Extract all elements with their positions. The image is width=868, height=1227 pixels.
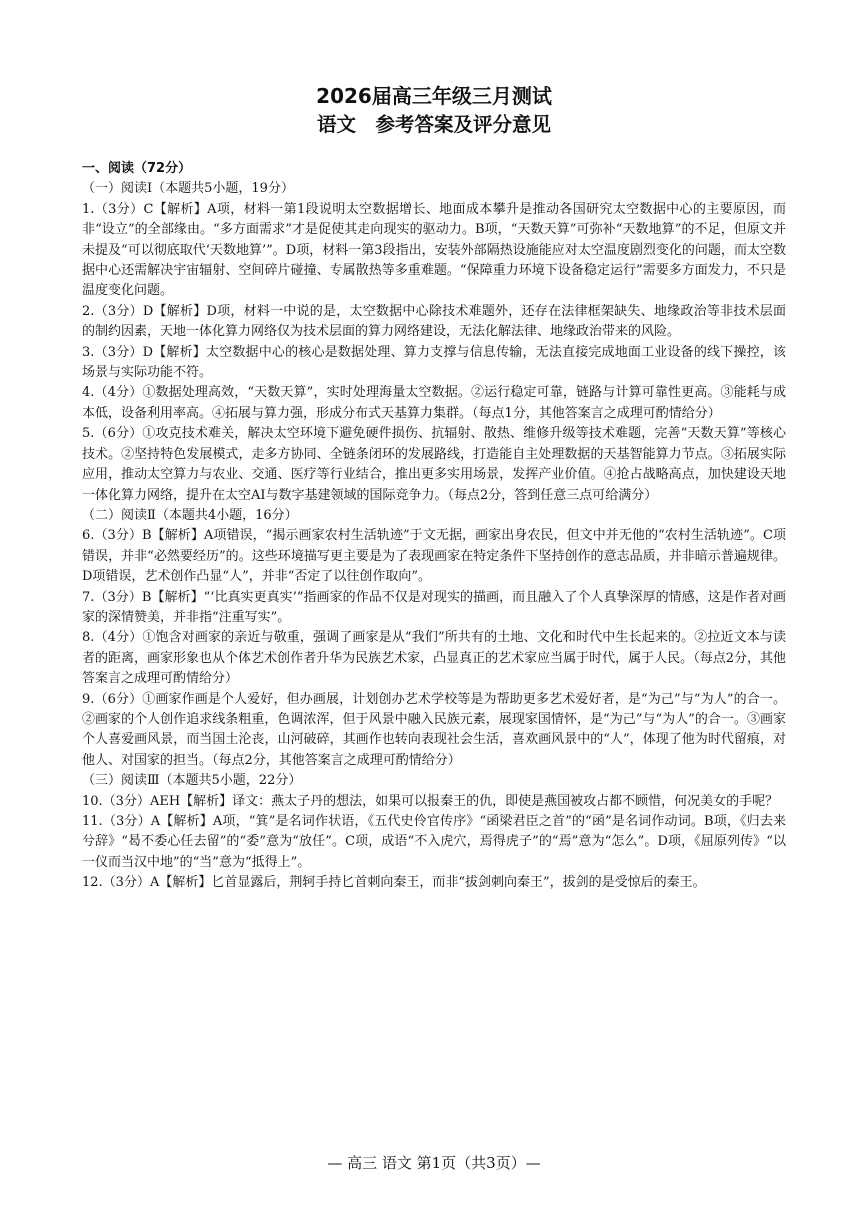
- answer-content: [82, 159, 786, 894]
- answer-q11: 11.（3分）A【解析】A项，“箕”是名词作状语，《五代史伶官传序》“函梁君臣之首”的“函”是名词作动词。B项，《归去来兮辞》“曷不委心任去留”的“委”意为“放任”。C项，成语“不入虎穴，焉得虎子”的“焉”意为“怎么”。D项，《屈原列传》“以一仪而当汉中地”的“当”意为“抵得上”。: [82, 814, 786, 870]
- answer-q3: 3.（3分）D【解析】太空数据中心的核心是数据处理、算力支撑与信息传输，无法直接完成地面工业设备的线下操控，该场景与实际功能不符。: [82, 344, 786, 381]
- answer-q8: 8.（4分）①饱含对画家的亲近与敬重，强调了画家是从“我们”所共有的土地、文化和时代中生长起来的。②拉近文本与读者的距离，画家形象也从个体艺术创作者升华为民族艺术家，凸显真正的艺术家应当属于时代，属于人民。（每点2分，其他答案言之成理可酌情给分）: [82, 630, 786, 687]
- subsection-heading-reading-3: （三）阅读Ⅲ（本题共5小题，22分）: [82, 773, 302, 789]
- answer-q9: 9.（6分）①画家作画是个人爱好，但办画展，计划创办艺术学校等是为帮助更多艺术爱好者，是“为己”与“为人”的合一。②画家的个人创作追求线条粗重，色调浓浑，但于风景中融入民族元素，展现家国情怀，是“为己”与“为人”的合一。③画家个人喜爱画风景，而当国土沦丧，山河破碎，其画作也转向表现社会生活，喜欢画风景中的“人”，体现了他为时代留痕，对他人、对国家的担当。（每点2分，其他答案言之成理可酌情给分）: [82, 691, 786, 768]
- answer-q12: 12.（3分）A【解析】匕首显露后，荆轲手持匕首刺向秦王，而非“拔剑刺向秦王”，拔剑的是受惊后的秦王。: [82, 875, 706, 891]
- exam-subtitle: 语文 参考答案及评分意见: [316, 113, 551, 136]
- section-heading-reading: 一、阅读（72分）: [82, 161, 192, 176]
- answer-q6: 6.（3分）B【解析】A项错误，“揭示画家农村生活轨迹”于文无据，画家出身农民，但文中并无他的“农村生活轨迹”。C项错误，并非“必然要经历”的。这些环境描写更主要是为了表现画家在特定条件下坚持创作的意志品质，并非暗示普遍规律。D项错误，艺术创作凸显“人”，并非“否定了以往创作取向”。: [82, 528, 786, 585]
- answer-q5: 5.（6分）①攻克技术难关，解决太空环境下避免硬件损伤、抗辐射、散热、维修升级等技术难题，完善“天数天算”等核心技术。②坚持特色发展模式，走多方协同、全链条闭环的发展路线，打造能自主处理数据的天基智能算力节点。③拓展实际应用，推动太空算力与农业、交通、医疗等行业结合，推出更多实用场景，发挥产业价值。④抢占战略高点，加快建设天地一体化算力网络，提升在太空AI与数字基建领域的国际竞争力。（每点2分，答到任意三点可给满分）: [82, 426, 786, 503]
- answer-q4: 4.（4分）①数据处理高效，“天数天算”，实时处理海量太空数据。②运行稳定可靠，链路与计算可靠性更高。③能耗与成本低，设备利用率高。④拓展与算力强，形成分布式天基算力集群。（每点1分，其他答案言之成理可酌情给分）: [82, 385, 786, 421]
- answer-q7: 7.（3分）B【解析】“‘比真实更真实’”指画家的作品不仅是对现实的描画，而且融入了个人真挚深厚的情感，这是作者对画家的深情赞美，并非指“注重写实”。: [82, 589, 786, 625]
- answer-q10: 10.（3分）AEH【解析】译文：燕太子丹的想法，如果可以报秦王的仇，即使是燕国被攻占都不顾惜，何况美女的手呢？: [82, 793, 779, 809]
- answer-q2: 2.（3分）D【解析】D项，材料一中说的是，太空数据中心除技术难题外，还存在法律框架缺失、地缘政治等非技术层面的制约因素，天地一体化算力网络仅为技术层面的算力网络建设，无法化解法律、地缘政治带来的风险。: [82, 303, 786, 340]
- subsection-heading-reading-2: （二）阅读Ⅱ（本题共4小题，16分）: [82, 507, 298, 523]
- exam-title: 2026届高三年级三月测试: [316, 84, 552, 108]
- page-footer: — 高三 语文 第1页（共3页）—: [327, 1154, 541, 1172]
- answer-q1: 1.（3分）C【解析】A项，材料一第1段说明太空数据增长、地面成本攀升是推动各国研究太空数据中心的主要原因，而非“设立”的全部缘由。“多方面需求”才是促使其走向现实的驱动力。B项，“天数天算”可弥补“天数地算”的不足，但原文并未提及“可以彻底取代‘天数地算’”。D项，材料一第3段指出，安装外部隔热设施能应对太空温度剧烈变化的问题，而太空数据中心还需解决宇宙辐射、空间碎片碰撞、专属散热等多重难题。“保障重力环境下设备稳定运行”需要多方面发力，不只是温度变化问题。: [82, 201, 786, 299]
- subsection-heading-reading-1: （一）阅读Ⅰ（本题共5小题，19分）: [82, 181, 294, 197]
